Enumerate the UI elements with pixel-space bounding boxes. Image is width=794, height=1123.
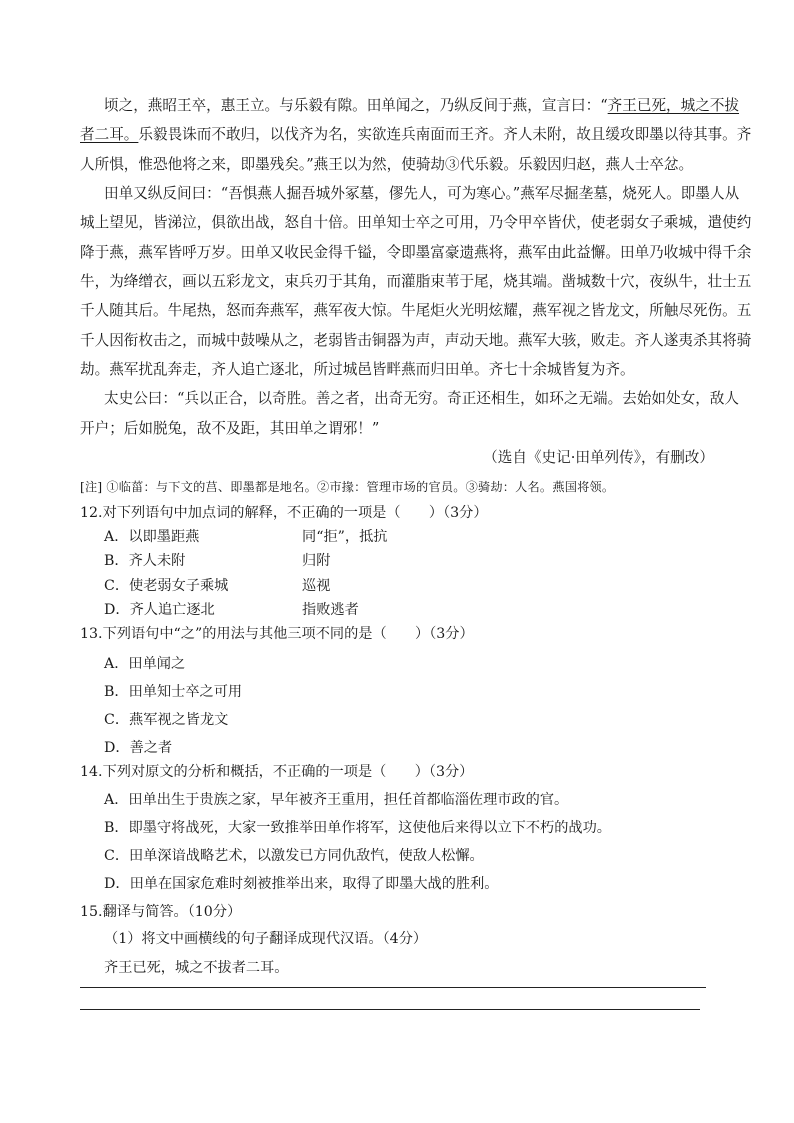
q13-option-a: A．田单闻之 <box>104 656 186 672</box>
annotation-note: [注] ①临菑：与下文的莒、即墨都是地名。②市掾：管理市场的官员。③骑劫：人名。燕国将领。 <box>80 480 615 494</box>
passage-line: 降于燕，燕军皆呼万岁。田单又收民金得千镒，令即墨富豪遗燕将，燕军由此益懈。田单乃收城中得千余 <box>80 244 752 261</box>
question-14-stem: 14.下列对原文的分析和概括，不正确的一项是（ ）（3分） <box>80 764 474 780</box>
q15-sentence: 齐王已死，城之不拔者二耳。 <box>104 960 289 976</box>
q12-option-a: A．以即墨距燕 <box>104 529 200 545</box>
answer-line[interactable] <box>80 987 706 988</box>
q13-option-c: C．燕军视之皆龙文 <box>104 712 229 728</box>
q12-option-c: C．使老弱女子乘城 <box>104 578 229 594</box>
passage-line: 开户；后如脱兔，敌不及距，其田单之谓邪！” <box>80 420 380 437</box>
q12-option-b-gloss: 归附 <box>302 553 331 569</box>
question-15-stem: 15.翻译与简答。（10分） <box>80 904 242 920</box>
passage-line: 城上望见，皆涕泣，俱欲出战，怒自十倍。田单知士卒之可用，乃令甲卒皆伏，使老弱女子乘城，遣使约 <box>80 214 752 231</box>
passage-line: 千人随其后。牛尾热，怒而奔燕军，燕军夜大惊。牛尾炬火光明炫耀，燕军视之皆龙文，所触尽死伤。五 <box>80 302 752 319</box>
q15-subquestion-1: （1）将文中画横线的句子翻译成现代汉语。（4分） <box>104 931 428 947</box>
passage-line: 千人因衔枚击之，而城中鼓噪从之，老弱皆击铜器为声，声动天地。燕军大骇，败走。齐人遂夷杀其将骑 <box>80 332 752 349</box>
passage-text: 乐毅畏诛而不敢归，以伐齐为名，实欲连兵南面而王齐。齐人未附，故且缓攻即墨以待其事。齐 <box>138 126 752 143</box>
passage-line <box>104 96 739 116</box>
passage-line: 田单又纵反间曰：“吾惧燕人掘吾城外冢墓，僇先人，可为寒心。”燕军尽掘垄墓，烧死人。即墨人从 <box>104 185 740 202</box>
q14-option-a: A．田单出生于贵族之家，早年被齐王重用，担任首都临淄佐理市政的官。 <box>104 792 569 808</box>
q14-option-c: C．田单深谙战略艺术，以激发已方同仇敌忾，使敌人松懈。 <box>104 848 484 864</box>
q13-option-d: D．善之者 <box>104 740 173 756</box>
passage-line <box>80 125 752 145</box>
q12-option-d: D．齐人追亡逐北 <box>104 602 215 618</box>
q12-option-b: B．齐人未附 <box>104 553 186 569</box>
passage-text: 顷之，燕昭王卒，惠王立。与乐毅有隙。田单闻之，乃纵反间于燕，宣言曰：“ <box>104 97 608 114</box>
passage-line: 牛，为绛缯衣，画以五彩龙文，束兵刃于其角，而灌脂束苇于尾，烧其端。凿城数十穴，夜纵牛，壮士五 <box>80 273 752 290</box>
passage-line: 劫。燕军扰乱奔走，齐人追亡逐北，所过城邑皆畔燕而归田单。齐七十余城皆复为齐。 <box>80 361 635 378</box>
question-12-stem: 12.对下列语句中加点词的解释，不正确的一项是（ ）（3分） <box>80 505 488 521</box>
q12-option-c-gloss: 巡视 <box>302 578 331 594</box>
q14-option-b: B．即墨守将战死，大家一致推举田单作将军，这使他后来得以立下不朽的战功。 <box>104 820 611 836</box>
q14-option-d: D．田单在国家危难时刻被推举出来，取得了即墨大战的胜利。 <box>104 876 499 892</box>
underlined-sentence: 齐王已死，城之不拔 <box>607 97 740 114</box>
passage-line: 人所惧，惟恐他将之来，即墨残矣。”燕王以为然，使骑劫③代乐毅。乐毅因归赵，燕人士卒忿。 <box>80 156 694 173</box>
question-13-stem: 13.下列语句中“之”的用法与其他三项不同的是（ ）（3分） <box>80 626 474 642</box>
underlined-sentence: 者二耳。 <box>80 126 139 143</box>
source-citation: （选自《史记·田单列传》，有删改） <box>483 449 714 466</box>
q12-option-a-gloss: 同“拒”，抵抗 <box>302 529 388 545</box>
q13-option-b: B．田单知士卒之可用 <box>104 684 243 700</box>
passage-line: 太史公曰：“兵以正合，以奇胜。善之者，出奇无穷。奇正还相生，如环之无端。去始如处女，敌人 <box>104 390 739 407</box>
q12-option-d-gloss: 指败逃者 <box>302 602 359 618</box>
answer-line[interactable] <box>80 1009 700 1010</box>
